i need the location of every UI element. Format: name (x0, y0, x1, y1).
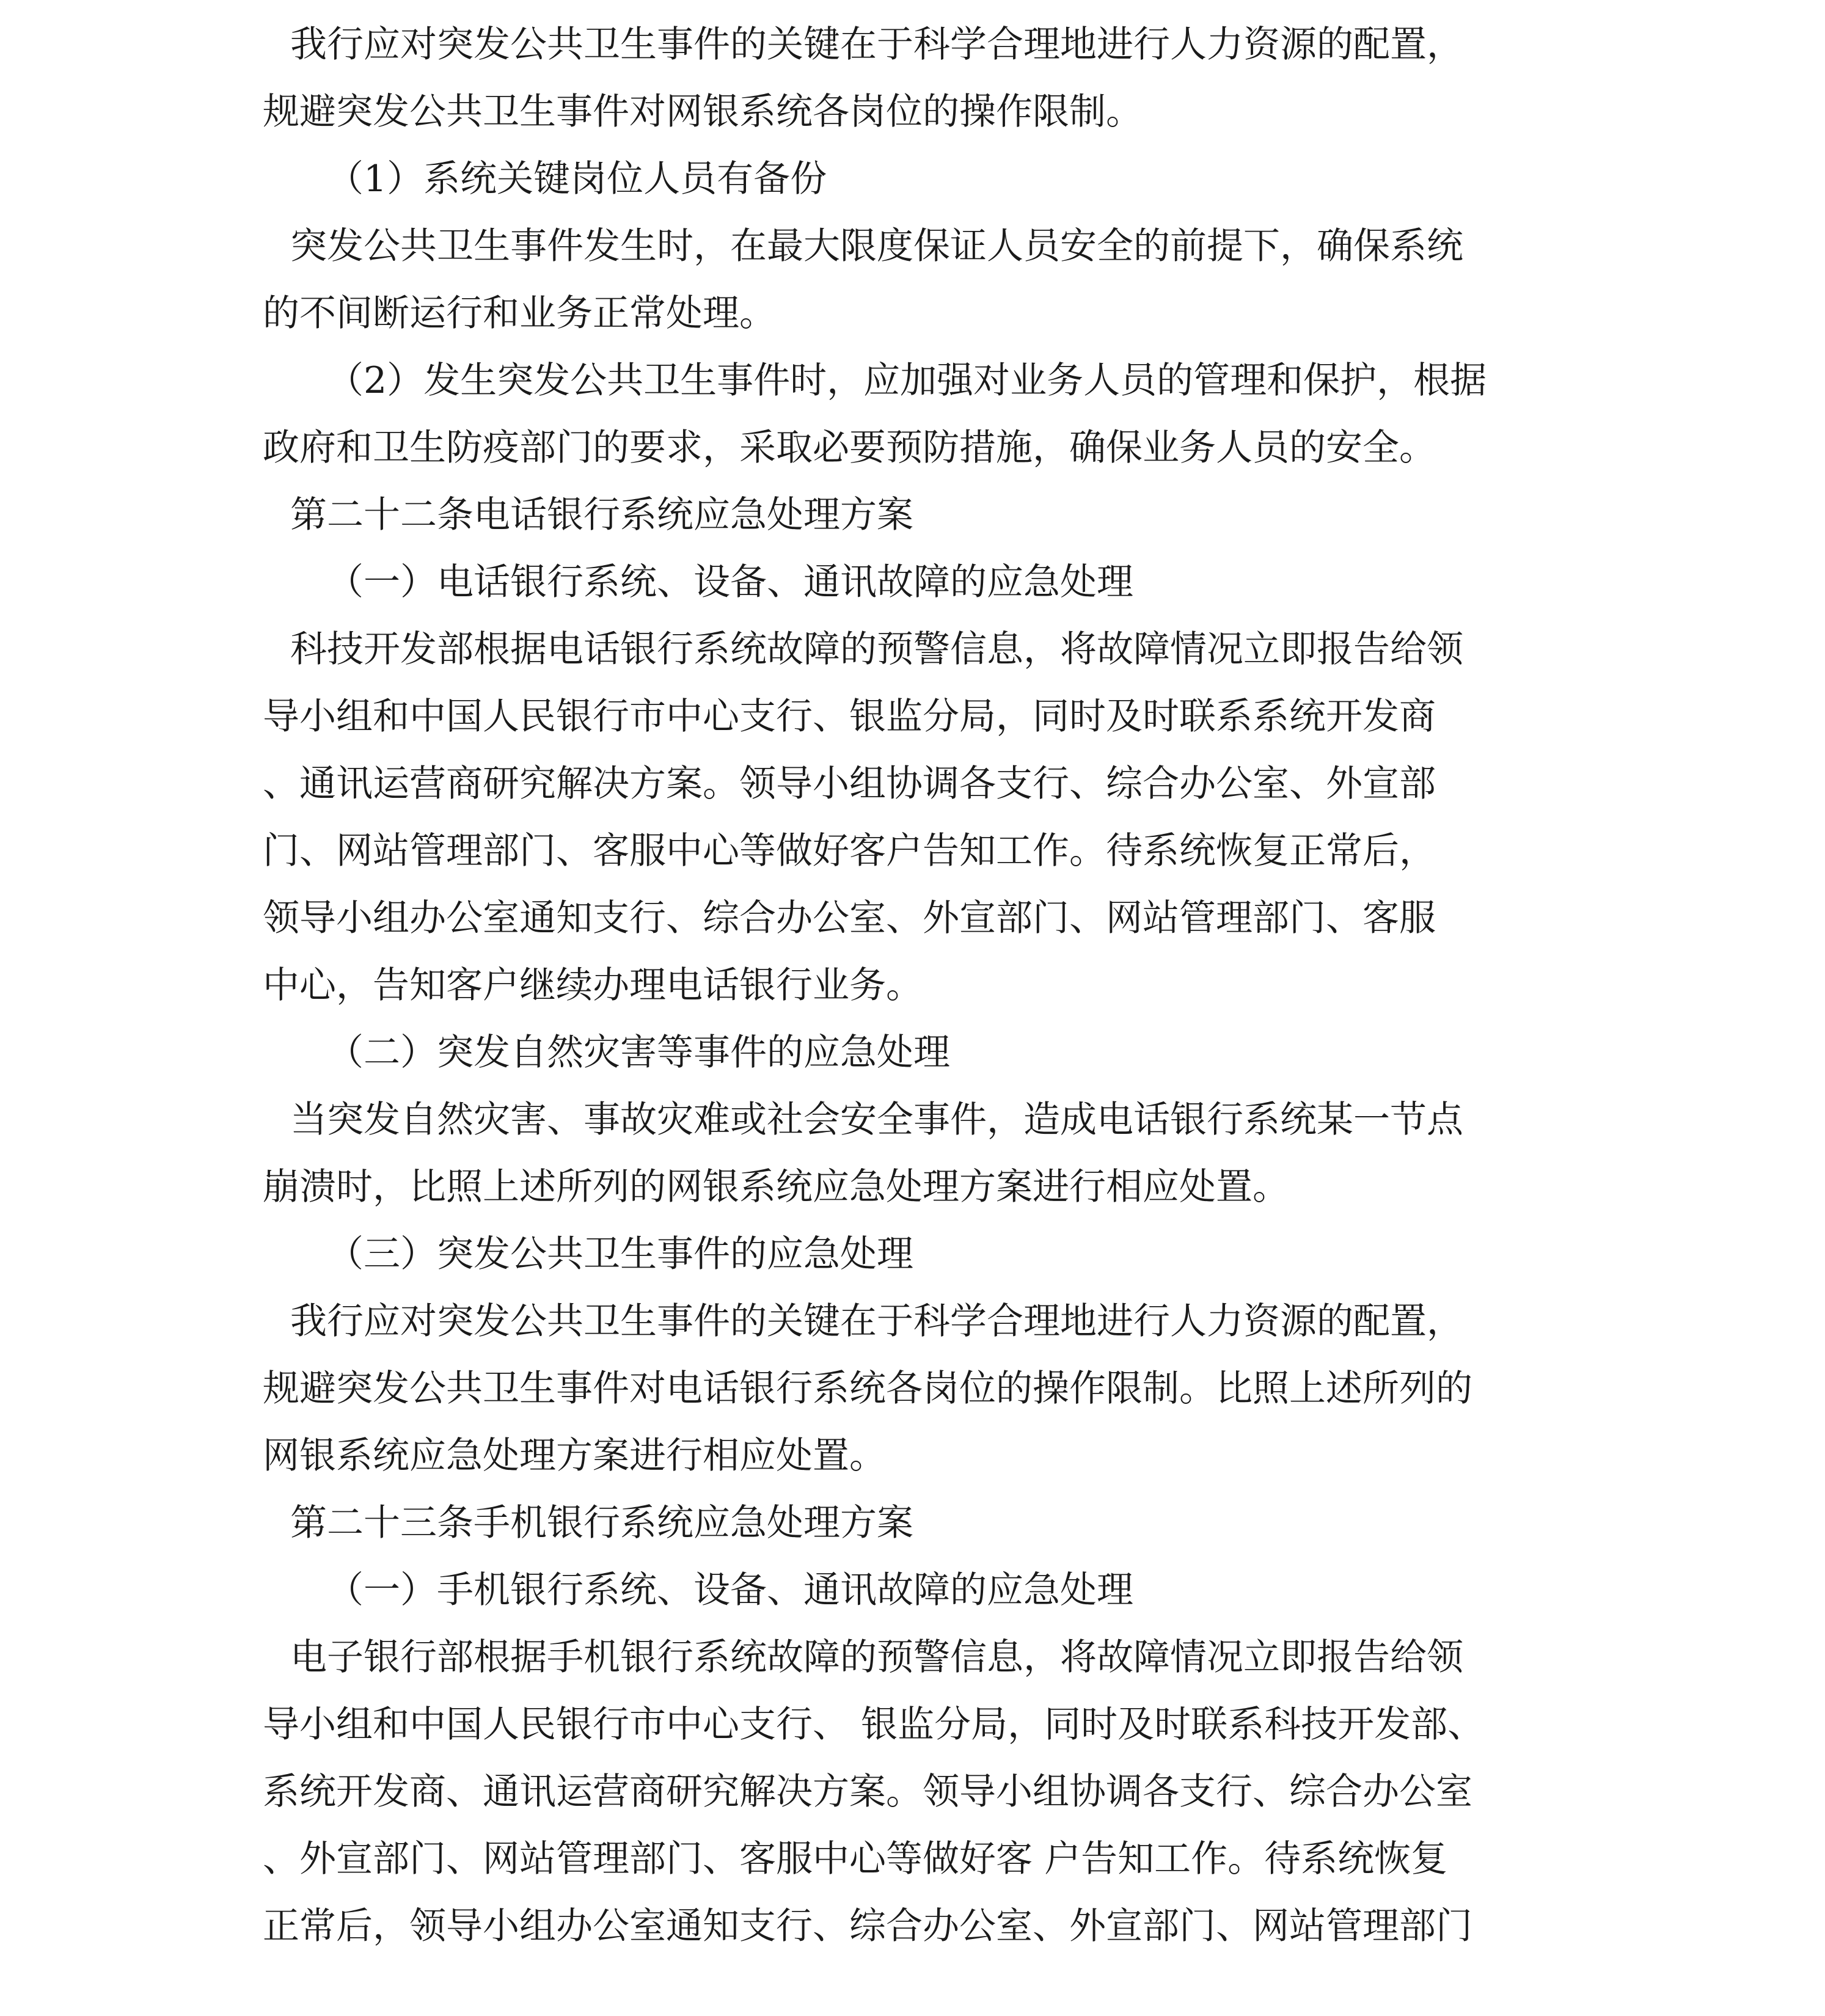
text-line: 规避突发公共卫生事件对电话银行系统各岗位的操作限制。比照上述所列的 (263, 1367, 1472, 1410)
section-heading: （二）突发自然灾害等事件的应急处理 (327, 1031, 950, 1074)
text-line: 正常后，领导小组办公室通知支行、综合办公室、外宣部门、网站管理部门 (263, 1905, 1472, 1948)
text-line: 中心，告知客户继续办理电话银行业务。 (263, 964, 923, 1007)
text-line: 导小组和中国人民银行市中心支行、银监分局，同时及时联系系统开发商 (263, 695, 1436, 738)
text-line: 网银系统应急处理方案进行相应处置。 (263, 1434, 886, 1477)
text-line: （2）发生突发公共卫生事件时，应加强对业务人员的管理和保护，根据 (327, 359, 1487, 402)
section-heading: （一）手机银行系统、设备、通讯故障的应急处理 (327, 1569, 1133, 1612)
article-heading: 第二十三条手机银行系统应急处理方案 (290, 1502, 913, 1544)
text-line: 突发公共卫生事件发生时，在最大限度保证人员安全的前提下，确保系统 (290, 225, 1463, 268)
text-line: 系统开发商、通讯运营商研究解决方案。领导小组协调各支行、综合办公室 (263, 1770, 1472, 1813)
text-line: 、通讯运营商研究解决方案。领导小组协调各支行、综合办公室、外宣部 (263, 762, 1436, 805)
text-line: 的不间断运行和业务正常处理。 (263, 292, 776, 335)
text-line: （1）系统关键岗位人员有备份 (327, 158, 827, 200)
text-line: 我行应对突发公共卫生事件的关键在于科学合理地进行人力资源的配置， (290, 23, 1463, 66)
section-heading: （三）突发公共卫生事件的应急处理 (327, 1233, 913, 1276)
text-line: 当突发自然灾害、事故灾难或社会安全事件，造成电话银行系统某一节点 (290, 1098, 1463, 1141)
document-page (263, 11, 1564, 1960)
section-heading: （一）电话银行系统、设备、通讯故障的应急处理 (327, 561, 1133, 604)
text-line: 崩溃时，比照上述所列的网银系统应急处理方案进行相应处置。 (263, 1166, 1289, 1208)
text-line: 导小组和中国人民银行市中心支行、 银监分局，同时及时联系科技开发部、 (263, 1703, 1485, 1746)
text-line: 科技开发部根据电话银行系统故障的预警信息，将故障情况立即报告给领 (290, 628, 1463, 671)
text-line: 、外宣部门、网站管理部门、客服中心等做好客 户告知工作。待系统恢复 (263, 1838, 1448, 1880)
text-line: 我行应对突发公共卫生事件的关键在于科学合理地进行人力资源的配置， (290, 1300, 1463, 1343)
text-line: 规避突发公共卫生事件对网银系统各岗位的操作限制。 (263, 90, 1143, 133)
text-line: 门、网站管理部门、客服中心等做好客户告知工作。待系统恢复正常后， (263, 830, 1436, 872)
article-heading: 第二十二条电话银行系统应急处理方案 (290, 494, 913, 536)
text-line: 领导小组办公室通知支行、综合办公室、外宣部门、网站管理部门、客服 (263, 897, 1436, 940)
text-line: 政府和卫生防疫部门的要求，采取必要预防措施，确保业务人员的安全。 (263, 426, 1436, 469)
text-line: 电子银行部根据手机银行系统故障的预警信息，将故障情况立即报告给领 (290, 1636, 1463, 1679)
